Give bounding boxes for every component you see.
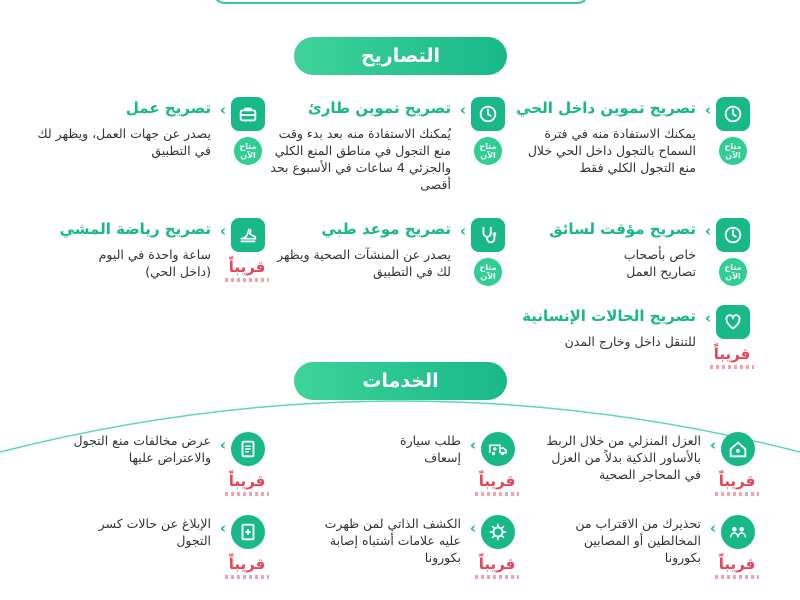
- virus-icon: [481, 515, 515, 549]
- walking-shoe-icon: [231, 218, 265, 252]
- permit-description: ساعة واحدة في اليوم (داخل الحي): [98, 247, 211, 279]
- coming-soon-label: قريباً: [228, 258, 266, 276]
- service-description: الإبلاغ عن حالات كسر التجول: [98, 516, 211, 548]
- permit-description: خاص بأصحاب تصاريح العمل: [623, 247, 696, 279]
- clock-icon: [716, 218, 750, 252]
- permits-section-title: التصاريح: [294, 37, 507, 75]
- permit-title: تصريح مؤقت لسائق: [549, 220, 696, 238]
- service-self-assessment[interactable]: [305, 515, 515, 600]
- permit-work[interactable]: [25, 97, 265, 207]
- service-description: العزل المنزلي من خلال الربط بالأساور الذكية بدلاً من العزل في المحاجر الصحية: [546, 433, 701, 482]
- briefcase-icon: [231, 97, 265, 131]
- chevron-icon: ›: [709, 519, 716, 537]
- service-report-curfew-break[interactable]: [55, 515, 265, 600]
- coming-soon-badge: [715, 472, 759, 496]
- coming-soon-badge: [475, 472, 519, 496]
- chevron-icon: ›: [219, 222, 226, 240]
- coming-soon-label: قريباً: [713, 345, 751, 363]
- stethoscope-icon: [471, 218, 505, 252]
- top-banner-outline: [212, 0, 590, 4]
- coming-soon-dots: [475, 492, 519, 496]
- permit-title: تصريح عمل: [125, 99, 211, 117]
- chevron-icon: ›: [219, 436, 226, 454]
- permit-neighborhood-supply[interactable]: [510, 97, 750, 207]
- chevron-icon: ›: [469, 519, 476, 537]
- coming-soon-label: قريباً: [718, 472, 756, 490]
- coming-soon-dots: [715, 492, 759, 496]
- document-icon: [231, 432, 265, 466]
- coming-soon-label: قريباً: [718, 555, 756, 573]
- permit-medical-appointment[interactable]: [265, 218, 505, 328]
- coming-soon-label: قريباً: [478, 472, 516, 490]
- service-description: تحذيرك من الاقتراب من المخالطين أو المصابين بكورونا: [575, 516, 701, 565]
- coming-soon-label: قريباً: [478, 555, 516, 573]
- coming-soon-badge: [225, 472, 269, 496]
- available-now-badge: متاح الآن: [719, 137, 747, 165]
- chevron-icon: ›: [709, 436, 716, 454]
- coming-soon-dots: [475, 575, 519, 579]
- chevron-icon: ›: [219, 101, 226, 119]
- chevron-icon: ›: [219, 519, 226, 537]
- services-section-title: الخدمات: [294, 362, 507, 400]
- available-now-badge: متاح الآن: [474, 137, 502, 165]
- permit-title: تصريح رياضة المشي: [59, 220, 211, 238]
- chevron-icon: ›: [704, 309, 711, 327]
- permit-description: يُمكنك الاستفادة منه بعد بدء وقت منع التجول في مناطق المنع الكلي والجزئي 4 ساعات في الأسبوع بحد أقصى: [270, 126, 451, 192]
- chevron-icon: ›: [704, 222, 711, 240]
- heart-icon: [716, 305, 750, 339]
- people-warning-icon: [721, 515, 755, 549]
- permit-description: يمكنك الاستفادة منه في فترة السماح بالتجول داخل الحي خلال منع التجول الكلي فقط: [527, 126, 696, 175]
- coming-soon-dots: [225, 575, 269, 579]
- permit-title: تصريح تموين طارئ: [308, 99, 451, 117]
- report-icon: [231, 515, 265, 549]
- chevron-icon: ›: [459, 101, 466, 119]
- service-description: الكشف الذاتي لمن ظهرت عليه علامات أشتباه إصابة بكورونا: [324, 516, 461, 565]
- permit-description: يصدر عن المنشآت الصحية ويظهر لك في التطبيق: [277, 247, 451, 279]
- permit-title: تصريح موعد طبي: [321, 220, 451, 238]
- coming-soon-badge: [710, 345, 754, 369]
- service-description: طلب سيارة إسعاف: [400, 433, 461, 465]
- permit-humanitarian-cases[interactable]: [510, 305, 750, 415]
- available-now-badge: متاح الآن: [234, 137, 262, 165]
- coming-soon-badge: [715, 555, 759, 579]
- service-contact-warning[interactable]: [545, 515, 755, 600]
- chevron-icon: ›: [459, 222, 466, 240]
- coming-soon-dots: [710, 365, 754, 369]
- service-description: عرض مخالفات منع التجول والاعتراض عليها: [73, 433, 211, 465]
- coming-soon-badge: [225, 555, 269, 579]
- coming-soon-badge: [225, 258, 269, 282]
- available-now-badge: متاح الآن: [474, 258, 502, 286]
- ambulance-icon: [481, 432, 515, 466]
- coming-soon-dots: [715, 575, 759, 579]
- coming-soon-label: قريباً: [228, 555, 266, 573]
- clock-icon: [471, 97, 505, 131]
- home-isolation-icon: [721, 432, 755, 466]
- permit-title: تصريح الحالات الإنسانية: [522, 307, 696, 325]
- coming-soon-dots: [225, 492, 269, 496]
- coming-soon-label: قريباً: [228, 472, 266, 490]
- coming-soon-badge: [475, 555, 519, 579]
- available-now-badge: متاح الآن: [719, 258, 747, 286]
- permit-description: للتنقل داخل وخارج المدن: [564, 334, 696, 349]
- permit-title: تصريح تموين داخل الحي: [516, 99, 696, 117]
- permit-description: يصدر عن جهات العمل، ويظهر لك في التطبيق: [37, 126, 211, 158]
- chevron-icon: ›: [704, 101, 711, 119]
- permit-emergency-supply[interactable]: [265, 97, 505, 207]
- coming-soon-dots: [225, 278, 269, 282]
- chevron-icon: ›: [469, 436, 476, 454]
- clock-icon: [716, 97, 750, 131]
- permit-walking-exercise[interactable]: [25, 218, 265, 328]
